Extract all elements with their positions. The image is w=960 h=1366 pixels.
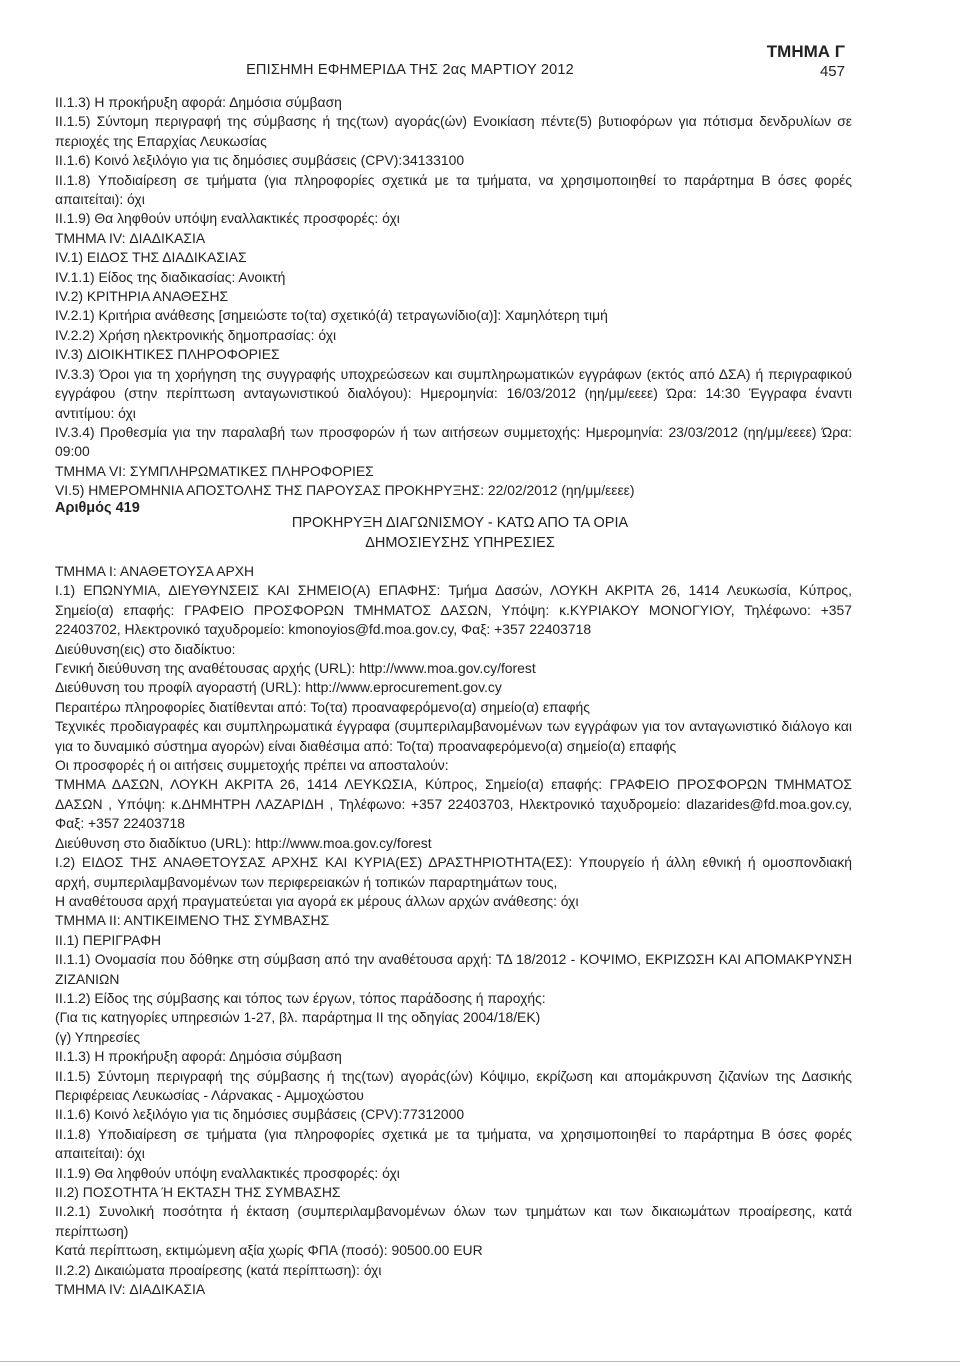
paragraph: Οι προσφορές ή οι αιτήσεις συμμετοχής πρέπει να αποσταλούν:: [55, 757, 449, 774]
paragraph: (Για τις κατηγορίες υπηρεσιών 1-27, βλ. παράρτημα ΙΙ της οδηγίας 2004/18/ΕΚ): [55, 1009, 541, 1026]
notice-title: ΠΡΟΚΗΡΥΞΗ ΔΙΑΓΩΝΙΣΜΟΥ - ΚΑΤΩ ΑΠΟ ΤΑ ΟΡΙΑ ΔΗΜΟΣΙΕΥΣΗΣ ΥΠΗΡΕΣΙΕΣ: [291, 515, 629, 551]
paragraph: Διεύθυνση στο διαδίκτυο (URL): http://www.moa.gov.cy/forest: [55, 834, 432, 851]
paragraph: Περαιτέρω πληροφορίες διατίθενται από: Το(τα) προαναφερόμενο(α) σημείο(α) επαφής: [55, 698, 590, 715]
paragraph: II.1.1) Ονομασία που δόθηκε στη σύμβαση από την αναθέτουσα αρχή: ΤΔ 18/2012 - ΚΟΨΙΜΟ, ΕΚΡΙΖΩΣΗ ΚΑΙ ΑΠΟΜΑΚΡΥΝΣΗ ΖΙΖΑΝΙΩΝ: [55, 951, 852, 987]
section-label: ΤΜΗΜΑ Γ: [766, 42, 845, 61]
paragraph: II.1.2) Είδος της σύμβασης και τόπος των έργων, τόπος παράδοσης ή παροχής:: [55, 989, 546, 1006]
paragraph: VI.5) ΗΜΕΡΟΜΗΝΙΑ ΑΠΟΣΤΟΛΗΣ ΤΗΣ ΠΑΡΟΥΣΑΣ ΠΡΟΚΗΡΥΞΗΣ: 22/02/2012 (ηη/μμ/εεεε): [55, 482, 635, 499]
paragraph: Η αναθέτουσα αρχή πραγματεύεται για αγορά εκ μέρους άλλων αρχών ανάθεσης: όχι: [55, 892, 579, 909]
paragraph: II.1.6) Κοινό λεξιλόγιο για τις δημόσιες συμβάσεις (CPV):34133100: [55, 152, 465, 169]
paragraph: ΤΜΗΜΑ ΔΑΣΩΝ, ΛΟΥΚΗ ΑΚΡΙΤΑ 26, 1414 ΛΕΥΚΩΣΙΑ, Κύπρος, Σημείο(α) επαφής: ΓΡΑΦΕΙΟ ΠΡΟΣΦΟΡΩΝ ΤΜΗΜΑΤΟΣ ΔΑΣΩΝ , Υπόψη: κ.ΔΗΜΗΤΡΗ ΛΑΖΑΡΙΔΗ , Τηλέφωνο: +357 22403703, Ηλεκτρονικό ταχυδρομείο: dlazarides@fd.moa.gov.cy, Φαξ: +357 22403718: [55, 776, 852, 832]
paragraph: Τεχνικές προδιαγραφές και συμπληρωματικά έγγραφα (συμπεριλαμβανομένων των εγγράφων για τον ανταγωνιστικό διάλογο και για το δυναμικό σύστημα αγορών) είναι διαθέσιμα από: Το(τα) προαναφερόμενο(α) σημείο(α) επαφής: [55, 718, 852, 754]
paragraph: (γ) Υπηρεσίες: [55, 1028, 141, 1045]
paragraph: II.1.8) Υποδιαίρεση σε τμήματα (για πληροφορίες σχετικά με τα τμήματα, να χρησιμοποιηθεί το παράρτημα Β όσες φορές απαιτείται): όχι: [55, 171, 852, 208]
paragraph: II.1.5) Σύντομη περιγραφή της σύμβασης ή της(των) αγοράς(ών) Ενοικίαση πέντε(5) βυτιοφόρων για πότισμα δενδρυλίων σε περιοχές της Επαρχίας Λευκωσίας: [55, 113, 852, 149]
notice-continuation: [55, 93, 852, 501]
page-number: 457: [819, 63, 845, 80]
notice-number: Αριθμός 419: [55, 500, 140, 516]
paragraph: IV.2.1) Κριτήρια ανάθεσης [σημειώστε το(τα) σχετικό(ά) τετραγωνίδιο(α)]: Χαμηλότερη τιμή: [55, 307, 608, 324]
paragraph: II.1.9) Θα ληφθούν υπόψη εναλλακτικές προσφορές: όχι: [55, 210, 400, 227]
paragraph: Διεύθυνση του προφίλ αγοραστή (URL): http://www.eprocurement.gov.cy: [55, 679, 502, 696]
paragraph: IV.1.1) Είδος της διαδικασίας: Ανοικτή: [55, 268, 286, 285]
section-heading: ΤΜΗΜΑ ΙΙ: ΑΝΤΙΚΕΙΜΕΝΟ ΤΗΣ ΣΥΜΒΑΣΗΣ: [55, 912, 330, 929]
notice-body: [55, 562, 852, 1299]
paragraph: Κατά περίπτωση, εκτιμώμενη αξία χωρίς ΦΠΑ (ποσό): 90500.00 EUR: [55, 1242, 483, 1259]
paragraph: II.2) ΠΟΣΟΤΗΤΑ Ή ΕΚΤΑΣΗ ΤΗΣ ΣΥΜΒΑΣΗΣ: [55, 1184, 341, 1200]
paragraph: IV.2) ΚΡΙΤΗΡΙΑ ΑΝΑΘΕΣΗΣ: [55, 288, 229, 305]
paragraph: II.1) ΠΕΡΙΓΡΑΦΗ: [55, 931, 162, 948]
scan-edge-line: [0, 1361, 960, 1362]
paragraph: II.1.6) Κοινό λεξιλόγιο για τις δημόσιες συμβάσεις (CPV):77312000: [55, 1106, 465, 1123]
paragraph: II.2.2) Δικαιώματα προαίρεσης (κατά περίπτωση): όχι: [55, 1261, 382, 1278]
paragraph: Γενική διεύθυνση της αναθέτουσας αρχής (URL): http://www.moa.gov.cy/forest: [55, 660, 536, 677]
paragraph: IV.2.2) Χρήση ηλεκτρονικής δημοπρασίας: όχι: [55, 326, 337, 343]
paragraph: II.1.3) Η προκήρυξη αφορά: Δημόσια σύμβαση: [55, 94, 342, 110]
paragraph: IV.3.3) Όροι για τη χορήγηση της συγγραφής υποχρεώσεων και συμπληρωματικών εγγράφων (εκτός από ΔΣΑ) ή περιγραφικού εγγράφου (στην περίπτωση ανταγωνιστικού διαλόγου): Ημερομηνία: 16/03/2012 (ηη/μμ/εεεε) Ώρα: 14:30 Έγγραφα έναντι αντιτίμου: όχι: [55, 365, 852, 421]
paragraph: II.1.3) Η προκήρυξη αφορά: Δημόσια σύμβαση: [55, 1048, 342, 1065]
section-heading: ΤΜΗΜΑ IV: ΔΙΑΔΙΚΑΣΙΑ: [55, 1281, 206, 1298]
paragraph: IV.3) ΔΙΟΙΚΗΤΙΚΕΣ ΠΛΗΡΟΦΟΡΙΕΣ: [55, 346, 280, 363]
section-heading: ΤΜΗΜΑ VI: ΣΥΜΠΛΗΡΩΜΑΤΙΚΕΣ ΠΛΗΡΟΦΟΡΙΕΣ: [55, 462, 374, 479]
gazette-header: ΕΠΙΣΗΜΗ ΕΦΗΜΕΡΙΔΑ ΤΗΣ 2ας ΜΑΡΤΙΟΥ 2012: [246, 62, 574, 78]
paragraph: II.2.1) Συνολική ποσότητα ή έκταση (συμπεριλαμβανομένων όλων των τμημάτων και των δικαιωμάτων προαίρεσης, κατά περίπτωση): [55, 1203, 852, 1239]
section-heading: ΤΜΗΜΑ IV: ΔΙΑΔΙΚΑΣΙΑ: [55, 229, 206, 246]
paragraph: I.2) ΕΙΔΟΣ ΤΗΣ ΑΝΑΘΕΤΟΥΣΑΣ ΑΡΧΗΣ ΚΑΙ ΚΥΡΙΑ(ΕΣ) ΔΡΑΣΤΗΡΙΟΤΗΤΑ(ΕΣ): Υπουργείο ή άλλη εθνική ή ομοσπονδιακή αρχή, συμπεριλαμβανομένων των περιφερειακών ή τοπικών παραρτημάτων τους,: [55, 854, 852, 890]
paragraph: Διεύθυνση(εις) στο διαδίκτυο:: [55, 640, 236, 657]
section-heading: ΤΜΗΜΑ Ι: ΑΝΑΘΕΤΟΥΣΑ ΑΡΧΗ: [55, 563, 255, 579]
paragraph: IV.3.4) Προθεσμία για την παραλαβή των προσφορών ή των αιτήσεων συμμετοχής: Ημερομηνία: 23/03/2012 (ηη/μμ/εεεε) Ώρα: 09:00: [55, 423, 852, 460]
paragraph: II.1.9) Θα ληφθούν υπόψη εναλλακτικές προσφορές: όχι: [55, 1164, 400, 1181]
paragraph: I.1) ΕΠΩΝΥΜΙΑ, ΔΙΕΥΘΥΝΣΕΙΣ ΚΑΙ ΣΗΜΕΙΟ(Α) ΕΠΑΦΗΣ: Τμήμα Δασών, ΛΟΥΚΗ ΑΚΡΙΤΑ 26, 1414 Λευκωσία, Κύπρος, Σημείο(α) επαφής: ΓΡΑΦΕΙΟ ΠΡΟΣΦΟΡΩΝ ΤΜΗΜΑΤΟΣ ΔΑΣΩΝ, Υπόψη: κ.ΚΥΡΙΑΚΟΥ ΜΟΝΟΓΥΙΟΥ, Τηλέφωνο: +357 22403702, Ηλεκτρονικό ταχυδρομείο: kmonoyios@fd.moa.gov.cy, Φαξ: +357 22403718: [55, 582, 852, 638]
paragraph: IV.1) ΕΙΔΟΣ ΤΗΣ ΔΙΑΔΙΚΑΣΙΑΣ: [55, 249, 247, 266]
paragraph: II.1.5) Σύντομη περιγραφή της σύμβασης ή της(των) αγοράς(ών) Κόψιμο, εκρίζωση και απομάκρυνση ζιζανίων της Δασικής Περιφέρειας Λευκωσίας - Λάρνακας - Αμμοχώστου: [55, 1067, 852, 1103]
paragraph: II.1.8) Υποδιαίρεση σε τμήματα (για πληροφορίες σχετικά με τα τμήματα, να χρησιμοποιηθεί το παράρτημα Β όσες φορές απαιτείται): όχι: [55, 1125, 852, 1162]
